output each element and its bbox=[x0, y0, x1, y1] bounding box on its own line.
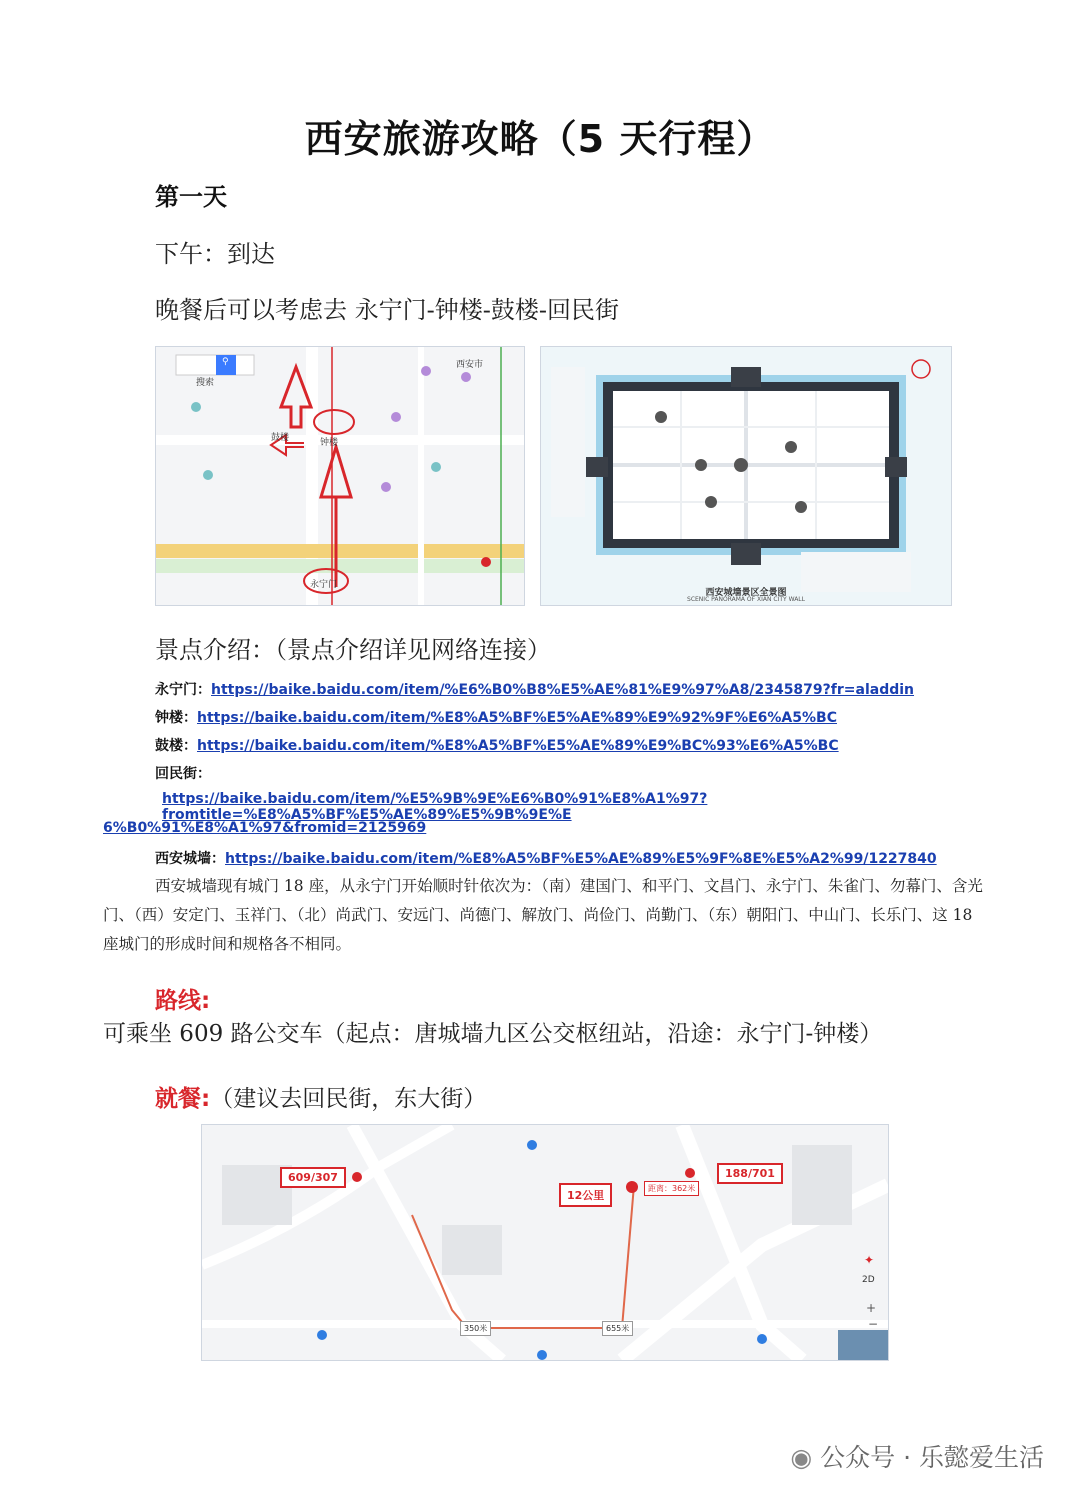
zoom-out-icon[interactable]: − bbox=[868, 1317, 879, 1331]
link-yongningmen[interactable]: https://baike.baidu.com/item/%E6%B0%B8%E5%AE%81%E9%97%A8/2345879?fr=aladdin bbox=[211, 682, 915, 698]
link-row-zhonglou bbox=[155, 707, 837, 727]
zhonglou-label: 钟楼 bbox=[320, 438, 339, 448]
map-2d-toggle[interactable]: 2D bbox=[862, 1275, 875, 1285]
compass-icon[interactable]: ✦ bbox=[864, 1253, 875, 1267]
street-map-yongningmen[interactable] bbox=[155, 346, 525, 606]
link-row-huiminjie bbox=[155, 763, 211, 783]
wall-map-caption: 西安城墙景区全景图 bbox=[705, 588, 787, 598]
yongningmen-label: 永宁门 bbox=[310, 580, 338, 590]
link-zhonglou[interactable]: https://baike.baidu.com/item/%E8%A5%BF%E5%AE%89%E9%92%9F%E6%A5%BC bbox=[197, 710, 837, 726]
walk-distance-label: 距离：362米 bbox=[644, 1181, 699, 1196]
dining-text: （建议去回民街，东大街） bbox=[210, 1086, 487, 1112]
route-text: 可乘坐 609 路公交车（起点：唐城墙九区公交枢纽站，沿途：永宁门-钟楼） bbox=[103, 1021, 883, 1047]
link-row-gulou bbox=[155, 735, 839, 755]
evening-line: 晚餐后可以考虑去 永宁门-钟楼-鼓楼-回民街 bbox=[155, 296, 619, 324]
bus-badge-609: 609/307 bbox=[280, 1167, 346, 1188]
link-name: 鼓楼： bbox=[155, 738, 197, 754]
route-label: 路线: bbox=[155, 988, 211, 1014]
segment-label-350: 350米 bbox=[460, 1321, 491, 1336]
dining-paragraph bbox=[103, 1083, 988, 1116]
route-paragraph bbox=[103, 985, 988, 1051]
link-name: 钟楼： bbox=[155, 710, 197, 726]
segment-label-655: 655米 bbox=[602, 1321, 633, 1336]
link-huiminjie[interactable]: https://baike.baidu.com/item/%E5%9B%9E%E6%B0%91%E8%A1%97?fromtitle=%E8%A5%BF%E5%AE%89%E5%9B%9E%E bbox=[162, 791, 708, 823]
link-huiminjie-line2-row bbox=[103, 820, 426, 836]
city-label: 西安市 bbox=[456, 360, 484, 370]
page-title: 西安旅游攻略（5 天行程） bbox=[304, 117, 776, 161]
wall-map-caption-en: SCENIC PANORAMA OF XIAN CITY WALL bbox=[687, 596, 805, 603]
wechat-icon: ◉ bbox=[790, 1443, 813, 1472]
afternoon-line: 下午：到达 bbox=[155, 240, 275, 268]
day-heading: 第一天 bbox=[155, 183, 227, 211]
link-name: 回民街： bbox=[155, 766, 211, 782]
bus-route-map[interactable] bbox=[201, 1124, 889, 1361]
search-icon[interactable]: ⚲ bbox=[222, 357, 229, 367]
link-chengqiang[interactable]: https://baike.baidu.com/item/%E8%A5%BF%E5%AE%89%E5%9F%8E%E5%A2%99/1227840 bbox=[225, 851, 937, 867]
bus-badge-188: 188/701 bbox=[717, 1163, 783, 1184]
city-wall-graphic bbox=[541, 347, 951, 605]
city-wall-panorama-map[interactable] bbox=[540, 346, 952, 606]
link-name: 永宁门： bbox=[155, 682, 211, 698]
distance-badge: 12公里 bbox=[559, 1183, 612, 1207]
link-huiminjie-line1-row bbox=[162, 791, 1080, 823]
link-row-chengqiang bbox=[155, 848, 937, 868]
dining-label: 就餐: bbox=[155, 1086, 211, 1112]
link-huiminjie-cont[interactable]: 6%B0%91%E8%A1%97&fromid=2125969 bbox=[103, 820, 427, 836]
zoom-in-icon[interactable]: + bbox=[866, 1301, 877, 1315]
intro-line: 景点介绍：（景点介绍详见网络连接） bbox=[155, 636, 551, 664]
gulou-label: 鼓楼 bbox=[271, 433, 290, 443]
wall-gates-paragraph: 西安城墙现有城门 18 座，从永宁门开始顺时针依次为：（南）建国门、和平门、文昌门、永宁门、朱雀门、勿幕门、含光门、（西）安定门、玉祥门、（北）尚武门、安远门、尚德门、解放门、尚俭门、尚勤门、（东）朝阳门、中山门、长乐门、这 18 座城门的形成时间和规格各不相同。 bbox=[103, 877, 983, 953]
link-row-yongningmen bbox=[155, 679, 914, 699]
link-gulou[interactable]: https://baike.baidu.com/item/%E8%A5%BF%E5%AE%89%E9%BC%93%E6%A5%BC bbox=[197, 738, 839, 754]
watermark bbox=[790, 1438, 1044, 1474]
search-label: 搜索 bbox=[196, 378, 215, 388]
link-name: 西安城墙： bbox=[155, 851, 225, 867]
watermark-text: 公众号 · 乐懿爱生活 bbox=[820, 1443, 1044, 1472]
bus-route-graphic bbox=[202, 1125, 888, 1360]
